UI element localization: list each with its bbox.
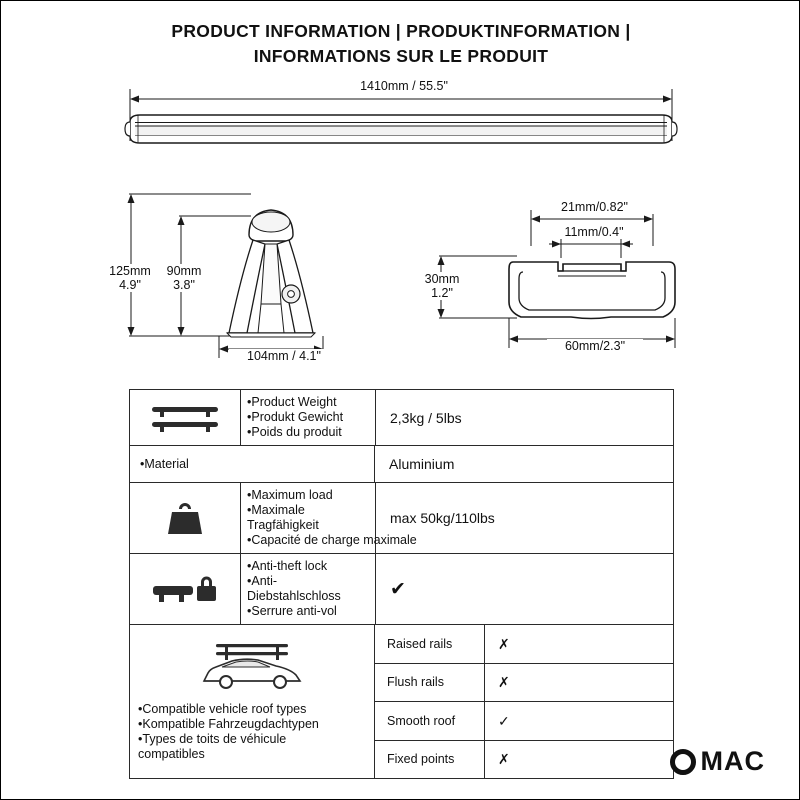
lock-key-icon [130, 554, 241, 624]
roof-types-left [130, 625, 375, 778]
roof-types-options [375, 625, 673, 778]
title-line-1: PRODUCT INFORMATION | PRODUKTINFORMATION | [171, 21, 631, 41]
spec-row-material [130, 446, 673, 483]
spec-label-lock: •Anti-theft lock •Anti-Diebstahlschloss •Serrure anti-vol [241, 554, 376, 624]
spec-label-weight: •Product Weight •Produkt Gewicht •Poids du produit [241, 390, 376, 445]
foot-width-label: 104mm / 4.1" [229, 349, 339, 363]
omac-logo [670, 746, 766, 777]
spec-row-lock [130, 554, 673, 625]
roof-option-smooth-roof [375, 702, 673, 741]
page-title [61, 19, 741, 69]
profile-height-label: 30mm 1.2" [409, 272, 475, 300]
spec-row-weight [130, 390, 673, 446]
spec-value-weight: 2,3kg / 5lbs [390, 409, 462, 426]
crossbar-svg [1, 79, 800, 174]
roof-types-labels: •Compatible vehicle roof types •Kompatible Fahrzeugdachtypen •Types de toits de véhicule compatibles [138, 702, 319, 761]
spec-table [129, 389, 674, 779]
profile-width-label: 60mm/2.3" [547, 339, 643, 353]
bar-length-label: 1410mm / 55.5" [331, 79, 477, 93]
slot-inner-label: 11mm/0.4" [546, 225, 642, 239]
logo-text: MAC [700, 746, 765, 776]
roof-option-mark: ✗ [498, 674, 510, 691]
spec-label-material: •Material [130, 446, 375, 482]
roof-option-label: Raised rails [375, 625, 485, 663]
roof-option-mark: ✗ [498, 635, 510, 652]
total-height-label: 125mm 4.9" [96, 264, 164, 292]
roof-option-mark: ✗ [498, 751, 510, 768]
spec-row-roof-types [130, 625, 673, 778]
roof-option-label: Flush rails [375, 664, 485, 702]
profile-cross-section-diagram [421, 186, 761, 381]
roof-option-fixed-points [375, 741, 673, 779]
logo-o-icon [670, 749, 696, 775]
roof-option-mark: ✓ [498, 712, 510, 729]
weight-icon [130, 483, 241, 553]
roof-option-label: Fixed points [375, 741, 485, 779]
roof-option-raised-rails [375, 625, 673, 664]
roof-option-flush-rails [375, 664, 673, 703]
title-line-2: INFORMATIONS SUR LE PRODUIT [253, 46, 549, 66]
inner-height-label: 90mm 3.8" [153, 264, 215, 292]
foot-front-view-diagram [101, 186, 431, 381]
spec-label-max-load: •Maximum load •Maximale Tragfähigkeit •Capacité de charge maximale [241, 483, 376, 553]
slot-outer-label: 21mm/0.82" [534, 200, 655, 214]
spec-value-lock: ✔ [390, 578, 406, 600]
spec-value-material: Aluminium [389, 456, 455, 472]
spec-value-max-load: max 50kg/110lbs [390, 510, 495, 526]
car-roof-icon [192, 639, 312, 696]
crossbar-length-diagram [1, 79, 800, 174]
spec-row-max-load [130, 483, 673, 554]
roof-option-label: Smooth roof [375, 702, 485, 740]
crossbars-icon [130, 390, 241, 445]
